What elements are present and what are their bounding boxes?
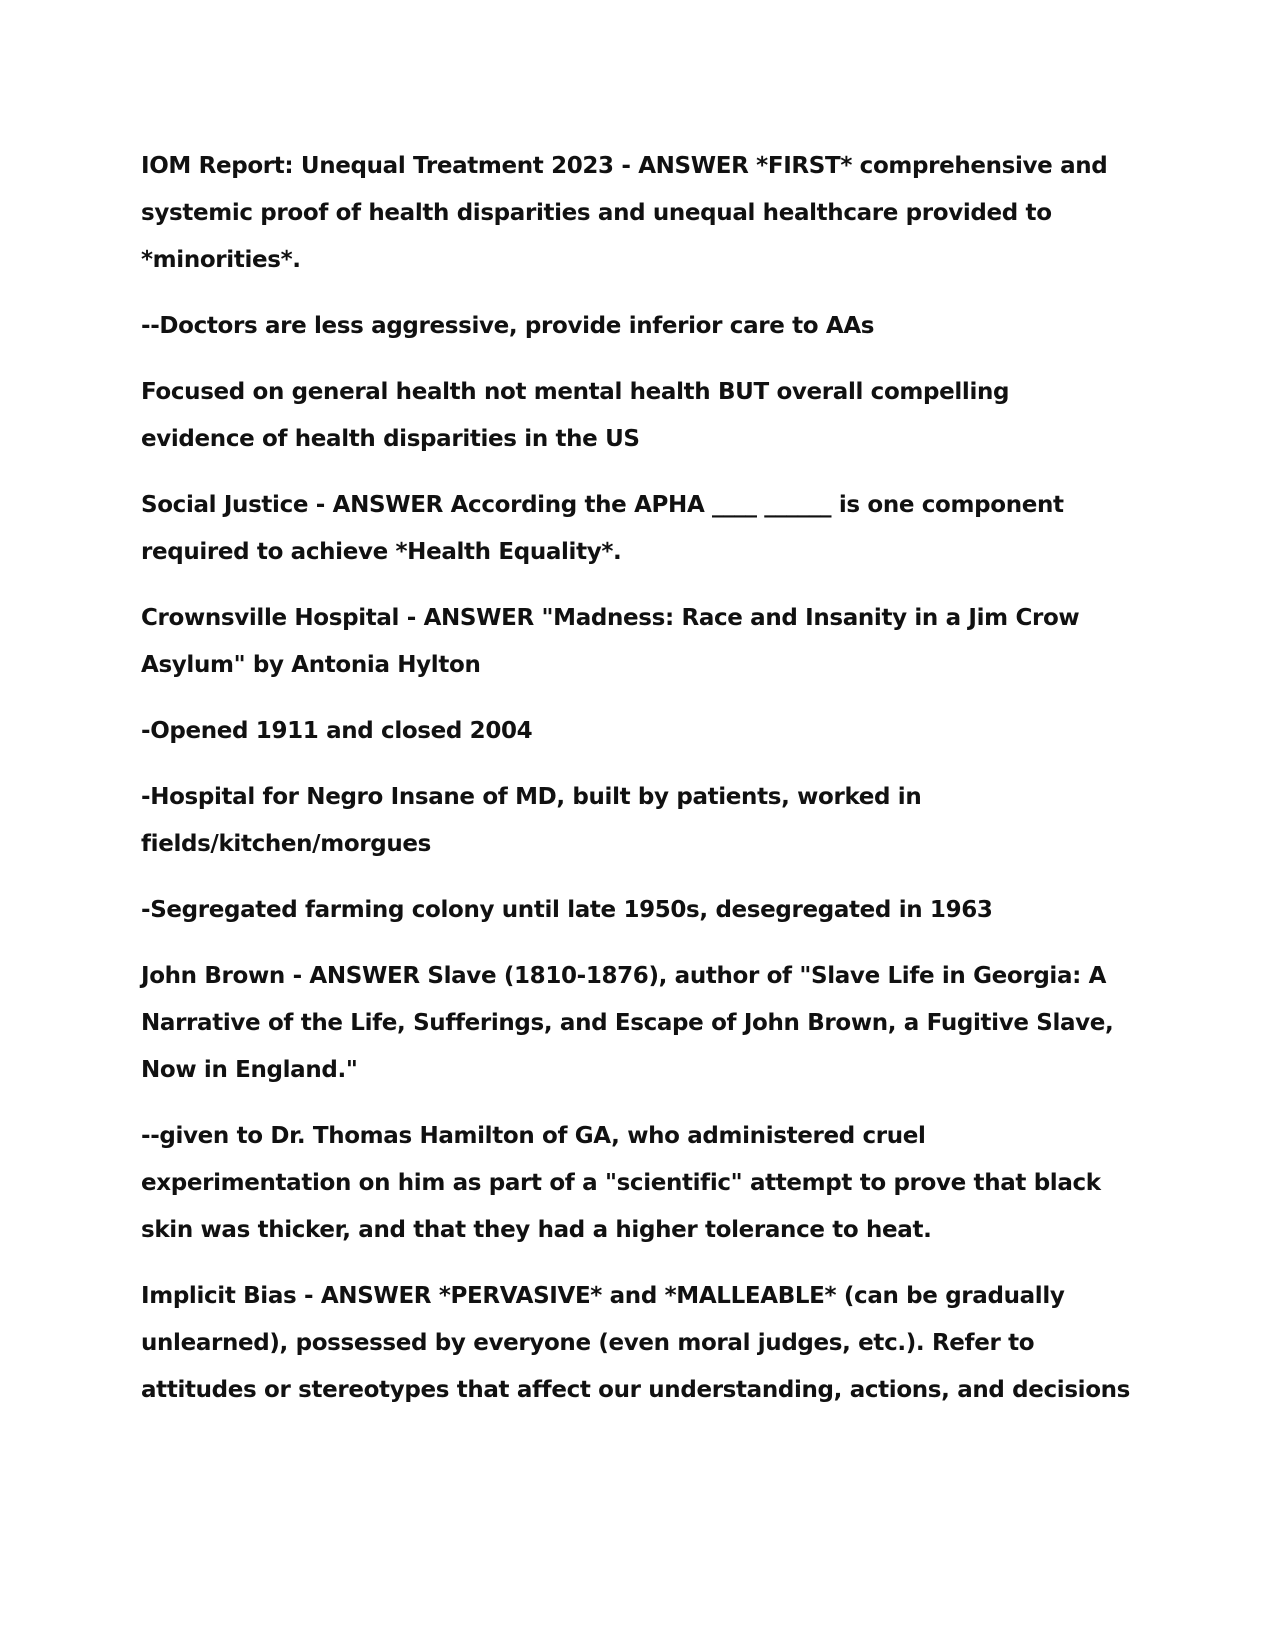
text-line: evidence of health disparities in the US [141,426,640,452]
text-line: -Opened 1911 and closed 2004 [141,718,533,744]
text-line: attitudes or stereotypes that affect our understanding, actions, and decisions [141,1377,1131,1403]
paragraph-john-brown [141,953,1114,1094]
text-line: --Doctors are less aggressive, provide inferior care to AAs [141,313,875,339]
text-line: *minorities*. [141,247,301,273]
text-line: skin was thicker, and that they had a higher tolerance to heat. [141,1217,932,1243]
text-line: Social Justice - ANSWER According the APHA ____ ______ is one component [141,492,1064,518]
text-line: --given to Dr. Thomas Hamilton of GA, who administered cruel [141,1123,926,1149]
text-line: Now in England." [141,1057,358,1083]
text-line: unlearned), possessed by everyone (even moral judges, etc.). Refer to [141,1330,1035,1356]
paragraph-hamilton-experiments [141,1113,1111,1254]
paragraph-segregated-colony [141,887,1111,934]
paragraph-iom-report [141,143,1111,284]
text-line: -Segregated farming colony until late 1950s, desegregated in 1963 [141,897,993,923]
paragraph-opened-closed [141,708,1111,755]
text-line: Narrative of the Life, Sufferings, and Escape of John Brown, a Fugitive Slave, [141,1010,1114,1036]
paragraph-doctors-note [141,303,1111,350]
text-line: -Hospital for Negro Insane of MD, built by patients, worked in [141,784,922,810]
text-line: systemic proof of health disparities and unequal healthcare provided to [141,200,1052,226]
document-body [141,143,1131,1433]
text-line: Crownsville Hospital - ANSWER "Madness: Race and Insanity in a Jim Crow [141,605,1080,631]
text-line: required to achieve *Health Equality*. [141,539,622,565]
text-line: Implicit Bias - ANSWER *PERVASIVE* and *MALLEABLE* (can be gradually [141,1283,1065,1309]
text-line: Asylum" by Antonia Hylton [141,652,481,678]
paragraph-implicit-bias [141,1273,1131,1414]
paragraph-general-health [141,369,1111,463]
paragraph-crownsville-hospital [141,595,1111,689]
text-line: John Brown - ANSWER Slave (1810-1876), author of "Slave Life in Georgia: A [141,963,1107,989]
text-line: experimentation on him as part of a "scientific" attempt to prove that black [141,1170,1101,1196]
text-line: fields/kitchen/morgues [141,831,432,857]
paragraph-social-justice [141,482,1111,576]
text-line: IOM Report: Unequal Treatment 2023 - ANSWER *FIRST* comprehensive and [141,153,1108,179]
text-line: Focused on general health not mental health BUT overall compelling [141,379,1010,405]
paragraph-hospital-negro-insane [141,774,1111,868]
